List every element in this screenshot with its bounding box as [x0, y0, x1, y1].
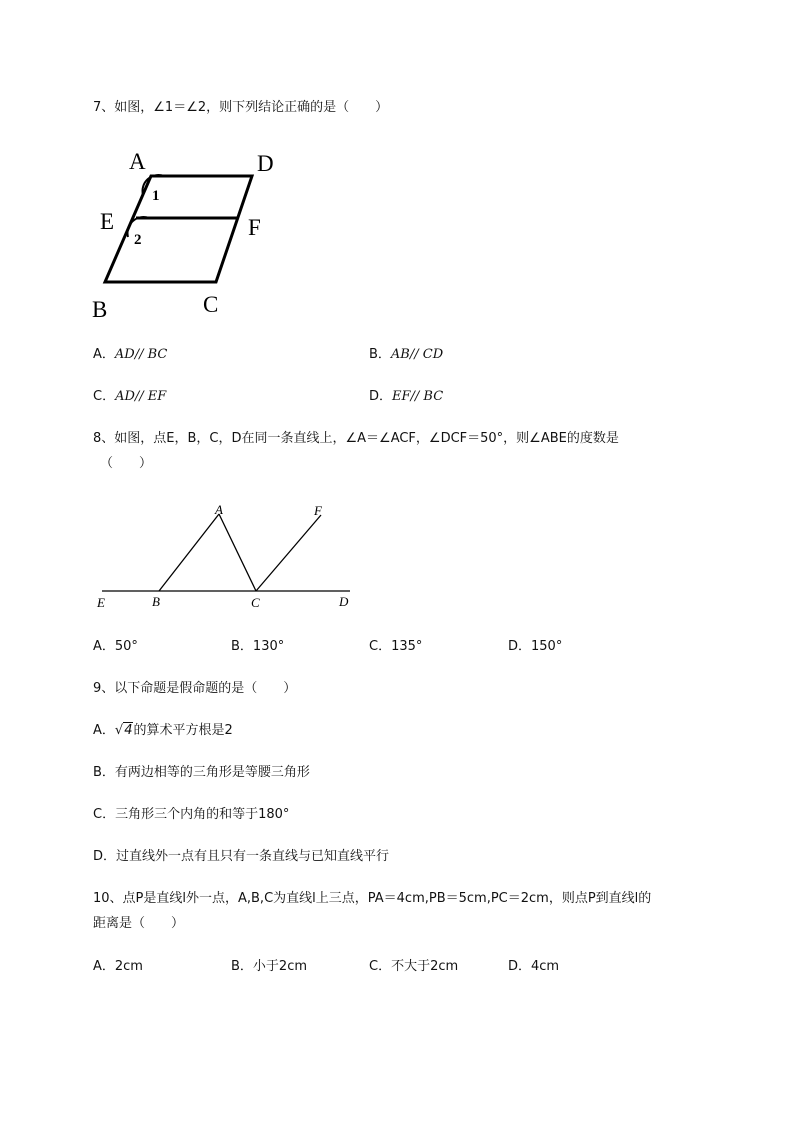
q7-option-a-prefix: A． [93, 347, 115, 362]
q9-option-a[interactable] [93, 722, 233, 740]
q8-label-a: A [215, 502, 223, 517]
q8-option-d[interactable]: D．150° [508, 639, 563, 654]
q8-option-c[interactable]: C．135° [369, 639, 423, 654]
q9-option-a-prefix: A． [93, 723, 115, 738]
q8-label-d: D [339, 594, 349, 609]
q9-option-c[interactable]: C．三角形三个内角的和等于180° [93, 807, 290, 822]
q7-option-d-prefix: D． [369, 389, 393, 404]
q8-label-e: E [97, 595, 105, 610]
q7-option-d[interactable] [369, 388, 443, 406]
q7-option-d-text: EF// BC [392, 389, 444, 404]
q9-option-d[interactable]: D．过直线外一点有且只有一条直线与已知直线平行 [93, 849, 390, 864]
q10-option-a[interactable]: A．2cm [93, 959, 143, 974]
q8-label-f: F [314, 503, 322, 518]
q7-option-c-text: AD// EF [115, 389, 167, 404]
q7-option-a-text: AD// BC [114, 347, 168, 362]
q8-option-b[interactable]: B．130° [231, 639, 285, 654]
q8-stem-line2: （ ） [100, 456, 153, 471]
q9-stem: 9、以下命题是假命题的是（ ） [93, 681, 297, 696]
q10-option-c[interactable]: C．不大于2cm [369, 959, 459, 974]
q8-segment-ba [159, 514, 219, 591]
q7-parallelogram-figure [88, 145, 288, 325]
q7-option-b[interactable] [369, 346, 443, 364]
q7-label-e: E [100, 209, 115, 234]
q7-label-b: B [92, 297, 108, 322]
q10-stem-line1: 10、点P是直线l外一点，A,B,C为直线l上三点，PA＝4cm,PB＝5cm,PC＝2cm，则点P到直线l的 [93, 891, 652, 906]
q7-option-b-prefix: B． [369, 347, 391, 362]
q7-label-angle-1: 1 [152, 188, 160, 204]
q8-stem-line1: 8、如图，点E，B，C，D在同一条直线上，∠A＝∠ACF，∠DCF＝50°，则∠ABE的度数是 [93, 431, 619, 446]
q7-label-f: F [248, 215, 261, 240]
q8-label-b: B [152, 594, 160, 609]
q7-option-c[interactable] [93, 388, 166, 406]
q8-label-c: C [251, 595, 260, 610]
q10-stem-line2: 距离是（ ） [93, 916, 185, 931]
q7-label-a: A [129, 149, 146, 174]
q8-line-figure [92, 500, 362, 615]
q8-segment-cf [256, 515, 321, 591]
q7-label-d: D [257, 151, 274, 176]
q10-option-b[interactable]: B．小于2cm [231, 959, 308, 974]
q7-option-b-text: AB// CD [390, 347, 444, 362]
q7-option-c-prefix: C． [93, 389, 116, 404]
q9-option-a-radicand: 4 [124, 723, 133, 738]
q7-label-angle-2: 2 [134, 232, 142, 248]
q10-option-d[interactable]: D．4cm [508, 959, 560, 974]
q8-segment-ac [219, 514, 256, 591]
q7-stem: 7、如图，∠1＝∠2，则下列结论正确的是（ ） [93, 100, 389, 115]
q7-option-a[interactable] [93, 346, 167, 364]
q9-option-a-rest: 的算术平方根是2 [133, 723, 233, 738]
q7-label-c: C [203, 292, 219, 317]
q9-option-b[interactable]: B．有两边相等的三角形是等腰三角形 [93, 765, 310, 780]
sqrt-icon: √ [114, 723, 124, 738]
q8-option-a[interactable]: A．50° [93, 639, 138, 654]
